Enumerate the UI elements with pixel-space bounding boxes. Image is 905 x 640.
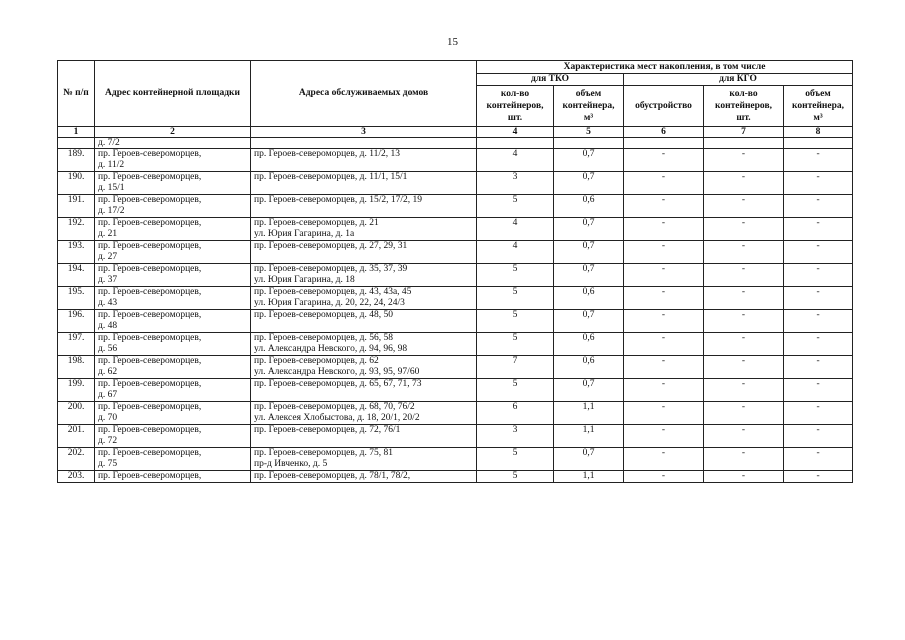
column-number: 5	[554, 127, 624, 138]
row-number: 200.	[58, 402, 95, 425]
kgo-count: -	[704, 149, 784, 172]
served-addresses-line: пр. Героев-североморцев, д. 65, 67, 71, 73	[254, 379, 422, 389]
site-address-line: пр. Героев-североморцев,	[98, 471, 202, 481]
tko-volume: 0,6	[554, 333, 624, 356]
kgo-volume: -	[784, 264, 853, 287]
served-addresses-line: ул. Алексея Хлобыстова, д. 18, 20/1, 20/2	[254, 413, 420, 423]
kgo-volume: -	[784, 310, 853, 333]
site-address-line: д. 62	[98, 367, 118, 377]
row-number: 197.	[58, 333, 95, 356]
served-addresses	[251, 287, 477, 310]
site-address-line: пр. Героев-североморцев,	[98, 172, 202, 182]
table-row	[58, 264, 853, 287]
tko-volume: 1,1	[554, 402, 624, 425]
served-addresses	[251, 379, 477, 402]
site-address-line: д. 27	[98, 252, 118, 262]
served-addresses-line: пр-д Ивченко, д. 5	[254, 459, 328, 469]
served-addresses-line: пр. Героев-североморцев, д. 27, 29, 31	[254, 241, 408, 251]
site-address	[95, 241, 251, 264]
header-characteristics: Характеристика мест накопления, в том числе	[477, 61, 853, 74]
tko-count: 5	[477, 379, 554, 402]
kgo-count: -	[704, 310, 784, 333]
table-row	[58, 287, 853, 310]
served-addresses-line: ул. Юрия Гагарина, д. 1а	[254, 229, 355, 239]
column-number: 7	[704, 127, 784, 138]
site-address-line: д. 21	[98, 229, 118, 239]
column-number: 6	[624, 127, 704, 138]
kgo-count: -	[704, 471, 784, 483]
equipment: -	[624, 287, 704, 310]
site-address-line: пр. Героев-североморцев,	[98, 264, 202, 274]
tko-count: 4	[477, 149, 554, 172]
row-number: 189.	[58, 149, 95, 172]
served-addresses-line: пр. Героев-североморцев, д. 62	[254, 356, 379, 366]
site-address-line: пр. Героев-североморцев,	[98, 425, 202, 435]
column-numbers-row	[58, 127, 853, 138]
row-number: 190.	[58, 172, 95, 195]
site-address-line: пр. Героев-североморцев,	[98, 241, 202, 251]
served-addresses-line: пр. Героев-североморцев, д. 56, 58	[254, 333, 393, 343]
equipment: -	[624, 218, 704, 241]
site-address	[95, 172, 251, 195]
row-number: 191.	[58, 195, 95, 218]
tko-volume: 0,7	[554, 379, 624, 402]
header-kgo-volume: объем контейнера, м³	[784, 86, 853, 127]
table-row	[58, 310, 853, 333]
kgo-count: -	[704, 195, 784, 218]
table-row	[58, 425, 853, 448]
kgo-count: -	[704, 264, 784, 287]
equipment: -	[624, 448, 704, 471]
site-address-line: пр. Героев-североморцев,	[98, 379, 202, 389]
served-addresses-line: пр. Героев-североморцев, д. 21	[254, 218, 379, 228]
table-row	[58, 448, 853, 471]
tko-count: 5	[477, 310, 554, 333]
table-row	[58, 402, 853, 425]
site-address-line: д. 37	[98, 275, 118, 285]
equipment: -	[624, 471, 704, 483]
tko-volume: 0,7	[554, 310, 624, 333]
site-address-line: д. 43	[98, 298, 118, 308]
table-row	[58, 195, 853, 218]
site-address-line: д. 11/2	[98, 160, 125, 170]
kgo-count: -	[704, 402, 784, 425]
tko-count: 5	[477, 333, 554, 356]
served-addresses-line: пр. Героев-североморцев, д. 68, 70, 76/2	[254, 402, 415, 412]
row-number: 192.	[58, 218, 95, 241]
site-address	[95, 471, 251, 483]
site-address-line: д. 70	[98, 413, 118, 423]
kgo-count: -	[704, 333, 784, 356]
site-address	[95, 264, 251, 287]
row-number: 195.	[58, 287, 95, 310]
kgo-count: -	[704, 356, 784, 379]
kgo-count: -	[704, 287, 784, 310]
site-address-line: д. 75	[98, 459, 118, 469]
header-tko-volume: объем контейнера, м³	[554, 86, 624, 127]
kgo-volume: -	[784, 471, 853, 483]
header-equipment: обустройство	[624, 86, 704, 127]
kgo-volume: -	[784, 333, 853, 356]
continuation-text: д. 7/2	[95, 138, 251, 149]
site-address-line: пр. Героев-североморцев,	[98, 310, 202, 320]
served-addresses	[251, 402, 477, 425]
equipment: -	[624, 333, 704, 356]
tko-count: 6	[477, 402, 554, 425]
served-addresses-line: пр. Героев-североморцев, д. 15/2, 17/2, 19	[254, 195, 422, 205]
tko-volume: 0,7	[554, 448, 624, 471]
site-address	[95, 356, 251, 379]
registry-table	[57, 60, 853, 483]
tko-volume: 1,1	[554, 425, 624, 448]
served-addresses-line: ул. Александра Невского, д. 93, 95, 97/60	[254, 367, 420, 377]
served-addresses	[251, 241, 477, 264]
table-row	[58, 471, 853, 483]
site-address	[95, 195, 251, 218]
served-addresses-line: пр. Героев-североморцев, д. 78/1, 78/2,	[254, 471, 411, 481]
kgo-volume: -	[784, 241, 853, 264]
equipment: -	[624, 425, 704, 448]
kgo-count: -	[704, 218, 784, 241]
header-tko-count: кол-во контейнеров, шт.	[477, 86, 554, 127]
table-row	[58, 149, 853, 172]
tko-volume: 0,7	[554, 264, 624, 287]
table-row	[58, 241, 853, 264]
table-row	[58, 379, 853, 402]
tko-count: 4	[477, 241, 554, 264]
kgo-volume: -	[784, 218, 853, 241]
site-address-line: пр. Героев-североморцев,	[98, 333, 202, 343]
kgo-volume: -	[784, 356, 853, 379]
kgo-volume: -	[784, 149, 853, 172]
served-addresses-line: пр. Героев-североморцев, д. 11/1, 15/1	[254, 172, 408, 182]
site-address-line: д. 17/2	[98, 206, 125, 216]
tko-volume: 0,7	[554, 218, 624, 241]
served-addresses	[251, 172, 477, 195]
row-number: 199.	[58, 379, 95, 402]
site-address	[95, 287, 251, 310]
served-addresses-line: пр. Героев-североморцев, д. 75, 81	[254, 448, 393, 458]
kgo-volume: -	[784, 425, 853, 448]
row-number: 201.	[58, 425, 95, 448]
tko-count: 5	[477, 287, 554, 310]
site-address-line: пр. Героев-североморцев,	[98, 195, 202, 205]
header-tko: для ТКО	[477, 74, 624, 86]
tko-count: 5	[477, 448, 554, 471]
served-addresses	[251, 195, 477, 218]
header-site-address: Адрес контейнерной площадки	[95, 61, 251, 127]
equipment: -	[624, 356, 704, 379]
kgo-count: -	[704, 172, 784, 195]
site-address-line: пр. Героев-североморцев,	[98, 218, 202, 228]
served-addresses	[251, 310, 477, 333]
continuation-row	[58, 138, 853, 149]
served-addresses-line: пр. Героев-североморцев, д. 11/2, 13	[254, 149, 400, 159]
site-address-line: пр. Героев-североморцев,	[98, 287, 202, 297]
site-address-line: пр. Героев-североморцев,	[98, 149, 202, 159]
served-addresses	[251, 264, 477, 287]
tko-count: 3	[477, 425, 554, 448]
site-address	[95, 218, 251, 241]
column-number: 2	[95, 127, 251, 138]
site-address-line: д. 15/1	[98, 183, 125, 193]
header-served-addresses: Адреса обслуживаемых домов	[251, 61, 477, 127]
served-addresses-line: пр. Героев-североморцев, д. 48, 50	[254, 310, 393, 320]
served-addresses	[251, 425, 477, 448]
equipment: -	[624, 195, 704, 218]
site-address-line: д. 56	[98, 344, 118, 354]
site-address	[95, 149, 251, 172]
header-num: № п/п	[58, 61, 95, 127]
site-address-line: д. 72	[98, 436, 118, 446]
tko-count: 5	[477, 471, 554, 483]
site-address-line: д. 48	[98, 321, 118, 331]
equipment: -	[624, 379, 704, 402]
served-addresses-line: ул. Юрия Гагарина, д. 20, 22, 24, 24/3	[254, 298, 405, 308]
kgo-count: -	[704, 241, 784, 264]
site-address	[95, 310, 251, 333]
site-address-line: пр. Героев-североморцев,	[98, 448, 202, 458]
site-address	[95, 333, 251, 356]
kgo-count: -	[704, 379, 784, 402]
column-number: 4	[477, 127, 554, 138]
table-row	[58, 356, 853, 379]
site-address	[95, 402, 251, 425]
row-number: 198.	[58, 356, 95, 379]
served-addresses-line: ул. Юрия Гагарина, д. 18	[254, 275, 355, 285]
table-row	[58, 172, 853, 195]
tko-count: 3	[477, 172, 554, 195]
equipment: -	[624, 241, 704, 264]
tko-volume: 0,6	[554, 195, 624, 218]
tko-count: 5	[477, 195, 554, 218]
row-number: 203.	[58, 471, 95, 483]
equipment: -	[624, 264, 704, 287]
served-addresses-line: ул. Александра Невского, д. 94, 96, 98	[254, 344, 408, 354]
site-address-line: пр. Героев-североморцев,	[98, 402, 202, 412]
header-kgo-count: кол-во контейнеров, шт.	[704, 86, 784, 127]
row-number: 202.	[58, 448, 95, 471]
tko-count: 5	[477, 264, 554, 287]
served-addresses	[251, 333, 477, 356]
site-address	[95, 448, 251, 471]
equipment: -	[624, 149, 704, 172]
equipment: -	[624, 402, 704, 425]
site-address-line: д. 67	[98, 390, 118, 400]
column-number: 3	[251, 127, 477, 138]
served-addresses	[251, 149, 477, 172]
row-number: 194.	[58, 264, 95, 287]
tko-volume: 0,7	[554, 241, 624, 264]
table-row	[58, 218, 853, 241]
served-addresses-line: пр. Героев-североморцев, д. 43, 43а, 45	[254, 287, 412, 297]
row-number: 193.	[58, 241, 95, 264]
kgo-volume: -	[784, 195, 853, 218]
tko-count: 7	[477, 356, 554, 379]
site-address	[95, 425, 251, 448]
tko-volume: 0,6	[554, 356, 624, 379]
kgo-volume: -	[784, 379, 853, 402]
kgo-volume: -	[784, 287, 853, 310]
row-number: 196.	[58, 310, 95, 333]
header-kgo: для КГО	[624, 74, 853, 86]
served-addresses	[251, 448, 477, 471]
site-address	[95, 379, 251, 402]
kgo-volume: -	[784, 448, 853, 471]
tko-count: 4	[477, 218, 554, 241]
tko-volume: 0,7	[554, 172, 624, 195]
tko-volume: 0,7	[554, 149, 624, 172]
kgo-volume: -	[784, 172, 853, 195]
site-address-line: пр. Героев-североморцев,	[98, 356, 202, 366]
tko-volume: 1,1	[554, 471, 624, 483]
served-addresses-line: пр. Героев-североморцев, д. 35, 37, 39	[254, 264, 408, 274]
equipment: -	[624, 310, 704, 333]
served-addresses	[251, 471, 477, 483]
page-number: 15	[447, 36, 458, 48]
tko-volume: 0,6	[554, 287, 624, 310]
served-addresses	[251, 218, 477, 241]
kgo-count: -	[704, 448, 784, 471]
column-number: 1	[58, 127, 95, 138]
served-addresses	[251, 356, 477, 379]
table-row	[58, 333, 853, 356]
served-addresses-line: пр. Героев-североморцев, д. 72, 76/1	[254, 425, 401, 435]
kgo-count: -	[704, 425, 784, 448]
kgo-volume: -	[784, 402, 853, 425]
column-number: 8	[784, 127, 853, 138]
equipment: -	[624, 172, 704, 195]
